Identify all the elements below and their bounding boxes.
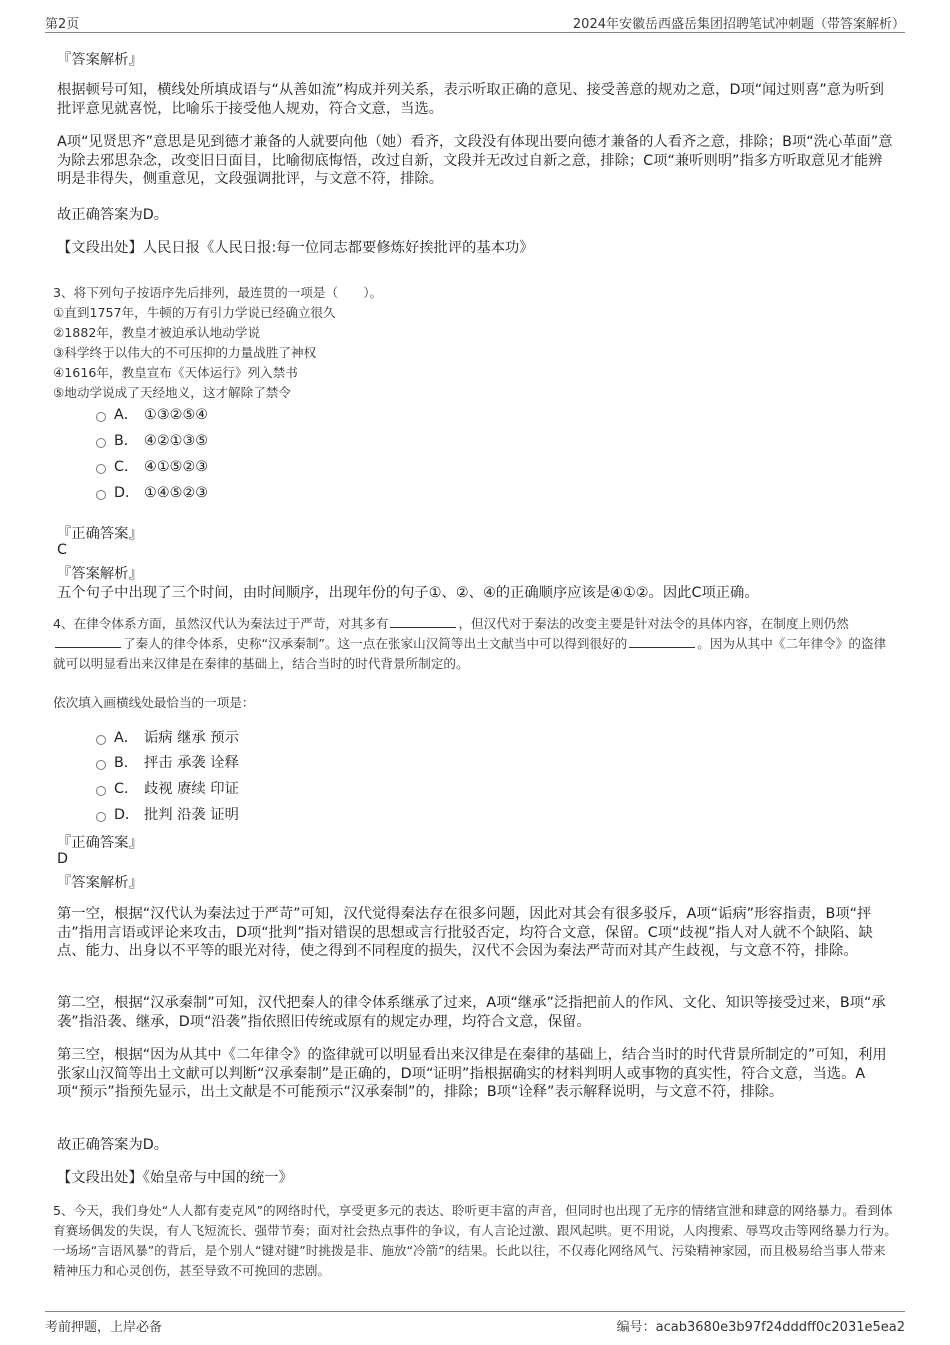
q3-analysis-title: 『答案解析』 [57,566,143,582]
q4-answer-title: 『正确答案』 [57,835,143,851]
q4-prompt: 依次填入画横线处最恰当的一项是： [53,695,255,710]
q3-item-3: ③科学终于以伟大的不可压抑的力量战胜了神权 [53,345,317,360]
radio-icon[interactable] [96,812,106,822]
radio-icon[interactable] [96,490,106,500]
q2-analysis-p2: A项“见贤思齐”意思是见到德才兼备的人就要向他（她）看齐，文段没有体现出要向德才兼备的人看齐之意，排除；B项“洗心革面”意为除去邪思杂念，改变旧日面目，比喻彻底悔悟，改过自新，文段并无改过自新之意，排除；C项“兼听则明”指多方听取意见才能辨明是非得失，侧重意见，文段强调批评，与文意不符，排除。 [57,134,893,187]
q4-analysis-p3: 第三空，根据“因为从其中《二年律令》的盗律就可以明显看出来汉律是在秦律的基础上，结合当时的时代背景所制定的”可知，利用张家山汉简等出土文献可以判断“汉承秦制”是正确的，D项“证明”指根据确实的材料判明人或事物的真实性，符合文意，当选。A项“预示”指预先显示，出土文献是不可能预示“汉承秦制”的，排除；B项“诠释”表示解释说明，与文意不符，排除。 [57,1047,887,1100]
q2-source: 【文段出处】人民日报《人民日报:每一位同志都要修炼好挨批评的基本功》 [57,240,534,256]
radio-icon[interactable] [96,464,106,474]
document-title: 2024年安徽岳西盛岳集团招聘笔试冲刺题（带答案解析） [572,17,905,32]
q4-analysis-title: 『答案解析』 [57,875,143,891]
radio-icon[interactable] [96,412,106,422]
q4-option-c[interactable]: C． 歧视 赓续 印证 [96,778,239,798]
radio-icon[interactable] [96,786,106,796]
q2-conclusion: 故正确答案为D。 [57,207,169,223]
q4-stem: 4、在律令体系方面，虽然汉代认为秦法过于严苛，对其多有 ，但汉代对于秦法的改变主要是针对法令的具体内容，在制度上则仍然了秦人的律令体系，史称“汉承秦制”。这一点在张家山汉简等出土文献当中可以得到很好的 。因为从其中《二年律令》的盗律就可以明显看出来汉律是在秦律的基础上，结合当时的时代背景所制定的。 [53,616,887,671]
q3-stem: 3、将下列句子按语序先后排列，最连贯的一项是（ ）。 [53,285,383,300]
q3-answer: C [57,542,67,558]
blank-line [629,636,695,648]
q4-option-a[interactable]: A． 诟病 继承 预示 [96,727,239,747]
radio-icon[interactable] [96,735,106,745]
q3-answer-title: 『正确答案』 [57,526,143,542]
q3-item-2: ②1882年，教皇才被迫承认地动学说 [53,325,261,340]
blank-line [55,636,121,648]
radio-icon[interactable] [96,438,106,448]
page-header [45,10,905,33]
blank-line [390,616,456,628]
page-number: 第2页 [45,17,80,32]
q2-analysis-p1: 根据顿号可知，横线处所填成语与“从善如流”构成并列关系，表示听取正确的意见、接受善意的规劝之意，D项“闻过则喜”意为听到批评意见就喜悦，比喻乐于接受他人规劝，符合文意，当选。 [57,82,884,117]
page-footer [45,1311,905,1334]
q3-item-5: ⑤地动学说成了天经地义，这才解除了禁令 [53,385,291,400]
q3-option-c[interactable]: C． ④①⑤②③ [96,456,208,476]
q5-stem: 5、今天，我们身处“人人都有麦克风”的网络时代，享受更多元的表达、聆听更丰富的声音，但同时也出现了无序的情绪宣泄和肆意的网络暴力。看到体育赛场偶发的失误，有人飞短流长、强带节奏；面对社会热点事件的争议，有人言论过激、跟风起哄。更不用说，人肉搜索、辱骂攻击等网络暴力行为。一场场“言语风暴”的背后，是个别人“键对键”时挑拨是非、施放“冷箭”的结果。长此以往，不仅毒化网络风气、污染精神家园，而且极易给当事人带来精神压力和心灵创伤，甚至导致不可挽回的悲剧。 [53,1203,897,1278]
q4-conclusion: 故正确答案为D。 [57,1137,169,1153]
q4-answer: D [57,851,69,867]
q3-option-b[interactable]: B． ④②①③⑤ [96,430,208,450]
q3-option-d[interactable]: D． ①④⑤②③ [96,482,208,502]
document-id: 编号：acab3680e3b97f24dddff0c2031e5ea2 [616,1320,905,1335]
q4-option-d[interactable]: D． 批判 沿袭 证明 [96,804,239,824]
q4-source: 【文段出处】《始皇帝与中国的统一》 [57,1170,293,1186]
radio-icon[interactable] [96,760,106,770]
q3-item-4: ④1616年，教皇宣布《天体运行》列入禁书 [53,365,298,380]
q3-analysis: 五个句子中出现了三个时间，由时间顺序，出现年份的句子①、②、④的正确顺序应该是④①②。因此C项正确。 [57,585,759,601]
q4-analysis-p1: 第一空，根据“汉代认为秦法过于严苛”可知，汉代觉得秦法存在很多问题，因此对其会有很多驳斥，A项“诟病”形容指责，B项“抨击”指用言语或评论来攻击，D项“批判”指对错误的思想或言行批驳否定，均符合文意，保留。C项“歧视”指人对人就不个缺陷、缺点、能力、出身以不平等的眼光对待，使之得到不同程度的损失，汉代不会因为秦法严苛而对其产生歧视，与文意不符，排除。 [57,906,873,959]
q3-item-1: ①直到1757年，牛顿的万有引力学说已经确立很久 [53,305,336,320]
q3-option-a[interactable]: A． ①③②⑤④ [96,404,208,424]
q4-analysis-p2: 第二空，根据“汉承秦制”可知，汉代把秦人的律令体系继承了过来，A项“继承”泛指把前人的作风、文化、知识等接受过来，B项“承袭”指沿袭、继承，D项“沿袭”指依照旧传统或原有的规定办理，均符合文意，保留。 [57,995,886,1030]
footer-slogan: 考前押题，上岸必备 [45,1320,163,1335]
q2-analysis-title: 『答案解析』 [57,52,143,68]
q4-option-b[interactable]: B． 抨击 承袭 诠释 [96,752,239,772]
